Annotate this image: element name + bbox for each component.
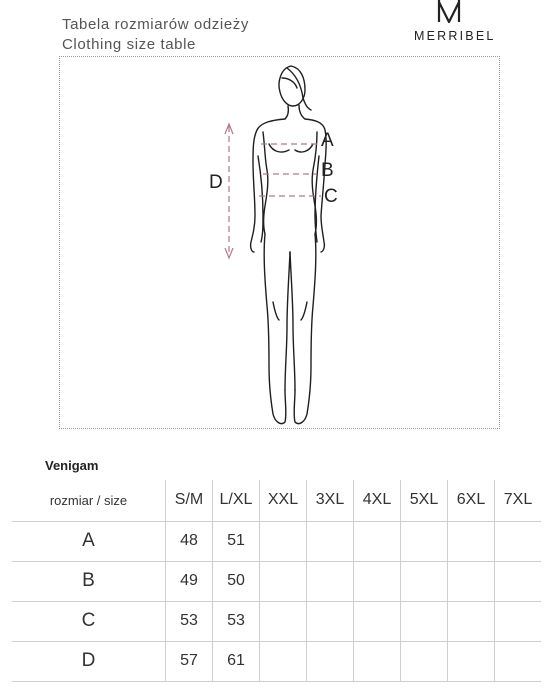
brand-name: MERRIBEL bbox=[414, 29, 496, 43]
table-cell bbox=[260, 601, 307, 641]
marker-a: A bbox=[321, 130, 334, 151]
table-cell bbox=[260, 641, 307, 681]
table-cell: 50 bbox=[213, 561, 260, 601]
table-cell bbox=[401, 521, 448, 561]
size-column-header: 7XL bbox=[495, 480, 542, 521]
table-cell: 48 bbox=[166, 521, 213, 561]
table-cell: 61 bbox=[213, 641, 260, 681]
table-cell bbox=[495, 641, 542, 681]
table-cell bbox=[307, 521, 354, 561]
table-cell: 53 bbox=[213, 601, 260, 641]
table-cell bbox=[401, 561, 448, 601]
table-cell bbox=[448, 641, 495, 681]
size-column-header: 3XL bbox=[307, 480, 354, 521]
measurement-lines bbox=[225, 124, 321, 258]
size-column-header: 6XL bbox=[448, 480, 495, 521]
table-cell bbox=[260, 521, 307, 561]
table-cell bbox=[307, 561, 354, 601]
body-silhouette-figure bbox=[59, 56, 500, 429]
marker-b: B bbox=[321, 160, 334, 181]
table-cell bbox=[448, 601, 495, 641]
table-cell bbox=[401, 601, 448, 641]
product-name: Venigam bbox=[45, 458, 99, 473]
table-cell bbox=[495, 561, 542, 601]
table-cell bbox=[354, 561, 401, 601]
table-cell: 53 bbox=[166, 601, 213, 641]
table-cell bbox=[354, 641, 401, 681]
size-column-header: S/M bbox=[166, 480, 213, 521]
title-polish: Tabela rozmiarów odzieży bbox=[62, 16, 249, 33]
marker-d: D bbox=[209, 172, 223, 193]
table-cell bbox=[260, 561, 307, 601]
table-cell bbox=[495, 601, 542, 641]
title-english: Clothing size table bbox=[62, 36, 196, 53]
marker-c: C bbox=[324, 186, 338, 207]
table-row bbox=[12, 641, 541, 681]
table-row bbox=[12, 561, 541, 601]
table-cell: 57 bbox=[166, 641, 213, 681]
table-header-row bbox=[12, 480, 541, 521]
size-column-header: 5XL bbox=[401, 480, 448, 521]
table-cell bbox=[448, 521, 495, 561]
size-column-header: L/XL bbox=[213, 480, 260, 521]
table-cell bbox=[354, 521, 401, 561]
table-cell bbox=[354, 601, 401, 641]
table-cell bbox=[307, 641, 354, 681]
table-cell bbox=[401, 641, 448, 681]
size-column-header: XXL bbox=[260, 480, 307, 521]
row-label: D bbox=[12, 641, 166, 681]
row-label: A bbox=[12, 521, 166, 561]
table-cell: 51 bbox=[213, 521, 260, 561]
table-row bbox=[12, 521, 541, 561]
table-cell bbox=[495, 521, 542, 561]
silhouette-outline bbox=[251, 66, 327, 424]
table-cell: 49 bbox=[166, 561, 213, 601]
row-label: C bbox=[12, 601, 166, 641]
size-column-header: 4XL bbox=[354, 480, 401, 521]
table-cell bbox=[448, 561, 495, 601]
table-row bbox=[12, 601, 541, 641]
row-label: B bbox=[12, 561, 166, 601]
size-header-label: rozmiar / size bbox=[12, 480, 166, 521]
size-table bbox=[12, 480, 541, 682]
table-cell bbox=[307, 601, 354, 641]
